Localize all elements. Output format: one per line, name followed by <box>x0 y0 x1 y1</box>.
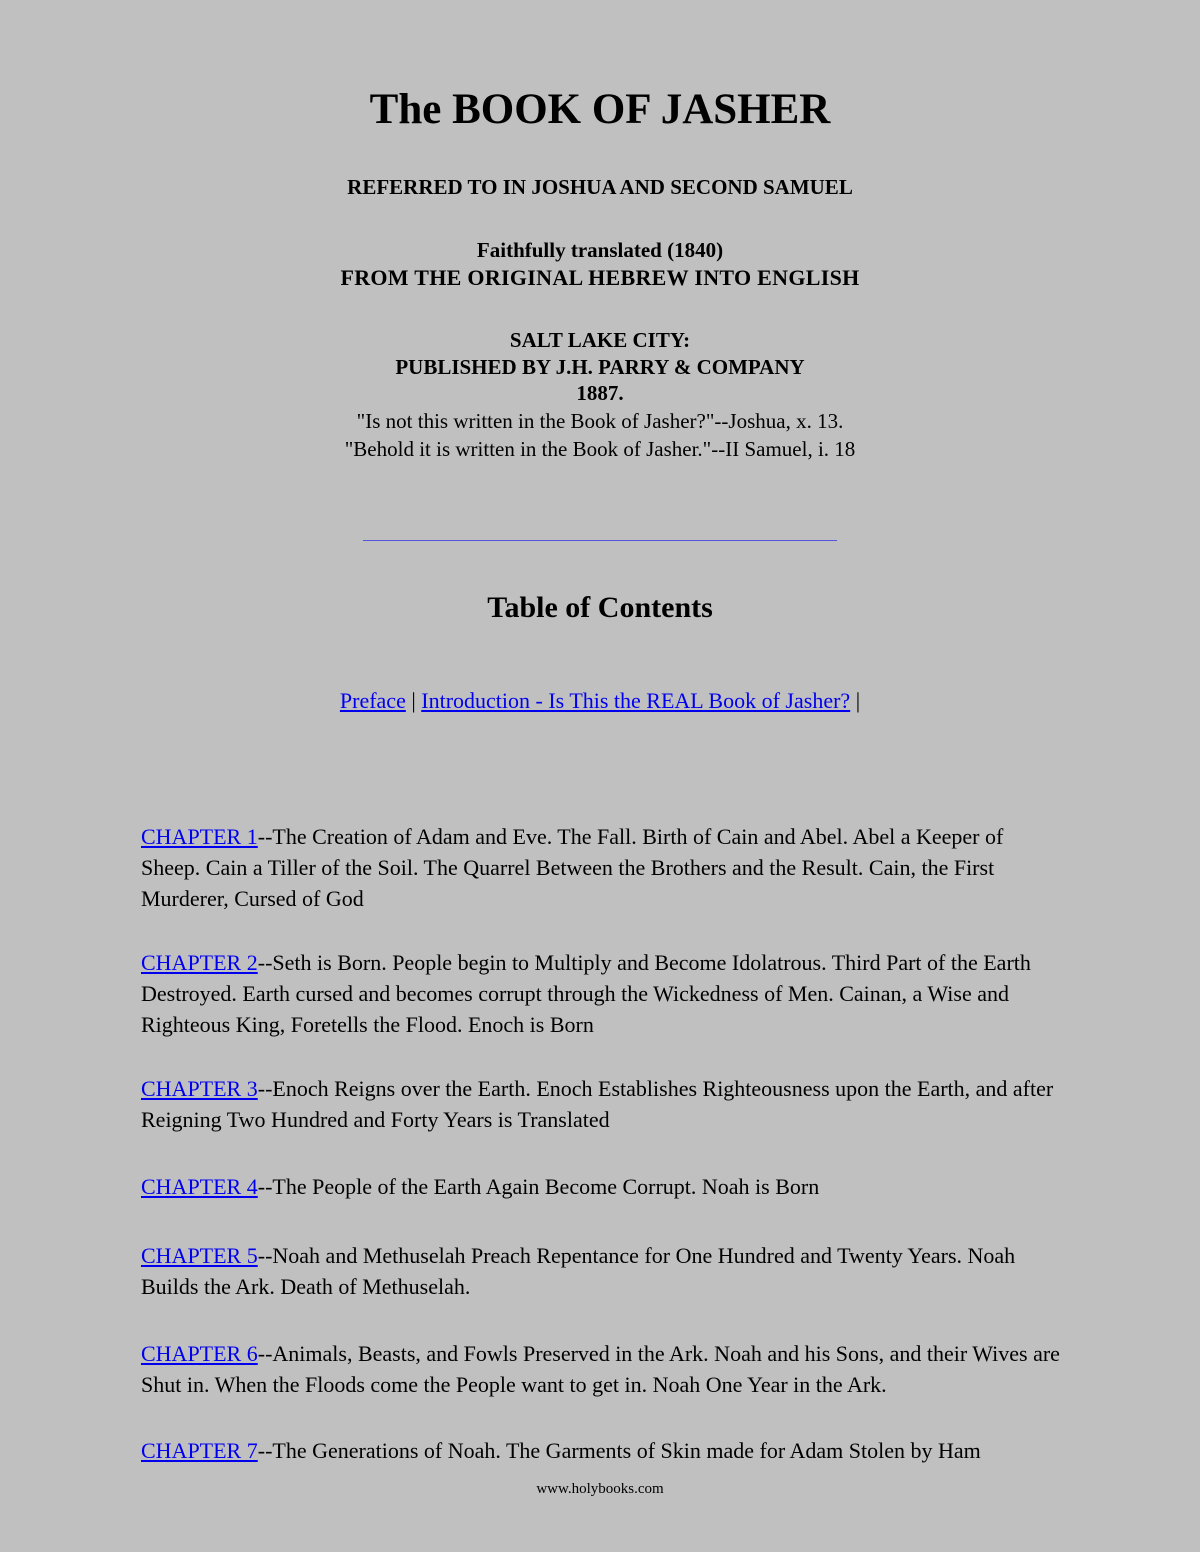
book-title: The BOOK OF JASHER <box>369 86 831 133</box>
chapter-2-description: --Seth is Born. People begin to Multiply and Become Idolatrous. Third Part of the Earth Destroyed. Earth cursed and becomes corrupt through the Wickedness of Men. Cainan, a Wise and Righteous King, Foretells the Flood. Enoch is Born <box>141 950 1031 1037</box>
introduction-link[interactable]: Introduction - Is This the REAL Book of Jasher? <box>421 688 851 713</box>
chapter-entry-5 <box>141 1240 1061 1302</box>
chapter-entry-3 <box>141 1073 1061 1135</box>
link-separator: | <box>411 688 416 713</box>
chapter-entry-7 <box>141 1435 1061 1466</box>
chapter-4-link[interactable]: CHAPTER 4 <box>141 1174 258 1199</box>
chapter-6-description: --Animals, Beasts, and Fowls Preserved in the Ark. Noah and his Sons, and their Wives are Shut in. When the Floods come the People want to get in. Noah One Year in the Ark. <box>141 1341 1060 1397</box>
translation-line-2: FROM THE ORIGINAL HEBREW INTO ENGLISH <box>340 265 860 290</box>
chapter-7-link[interactable]: CHAPTER 7 <box>141 1438 258 1463</box>
horizontal-rule <box>363 540 837 541</box>
chapter-5-description: --Noah and Methuselah Preach Repentance for One Hundred and Twenty Years. Noah Builds the Ark. Death of Methuselah. <box>141 1243 1016 1299</box>
chapter-4-description: --The People of the Earth Again Become Corrupt. Noah is Born <box>257 1174 820 1199</box>
chapter-entry-6 <box>141 1338 1061 1400</box>
chapter-5-link[interactable]: CHAPTER 5 <box>141 1243 258 1268</box>
translation-line-1: Faithfully translated (1840) <box>476 238 724 262</box>
book-subtitle: REFERRED TO IN JOSHUA AND SECOND SAMUEL <box>347 175 853 199</box>
chapter-entry-2 <box>141 947 1061 1040</box>
toc-heading: Table of Contents <box>487 591 713 624</box>
link-separator-trailing: | <box>855 688 861 713</box>
chapter-7-description: --The Generations of Noah. The Garments of Skin made for Adam Stolen by Ham <box>257 1438 981 1463</box>
chapter-3-description: --Enoch Reigns over the Earth. Enoch Establishes Righteousness upon the Earth, and after Reigning Two Hundred and Forty Years is Translated <box>141 1076 1054 1132</box>
publisher-block <box>0 327 1200 464</box>
chapter-entry-1 <box>141 821 1061 914</box>
chapter-3-link[interactable]: CHAPTER 3 <box>141 1076 258 1101</box>
publisher-city: SALT LAKE CITY: <box>509 328 691 352</box>
footer-site: www.holybooks.com <box>536 1481 664 1497</box>
epigraph-quote-1: "Is not this written in the Book of Jasher?"--Joshua, x. 13. <box>356 408 844 433</box>
publisher-name: PUBLISHED BY J.H. PARRY & COMPANY <box>395 354 805 379</box>
translation-note <box>0 236 1200 292</box>
chapter-6-link[interactable]: CHAPTER 6 <box>141 1341 258 1366</box>
epigraph-quote-2: "Behold it is written in the Book of Jasher."--II Samuel, i. 18 <box>344 437 856 461</box>
front-matter-links <box>0 686 1200 716</box>
chapter-1-description: --The Creation of Adam and Eve. The Fall. Birth of Cain and Abel. Abel a Keeper of Sheep. Cain a Tiller of the Soil. The Quarrel Between the Brothers and the Result. Cain, the First Murderer, Cursed of God <box>141 824 1004 911</box>
chapter-2-link[interactable]: CHAPTER 2 <box>141 950 258 975</box>
publisher-year: 1887. <box>576 381 624 405</box>
preface-link[interactable]: Preface <box>339 688 406 713</box>
chapter-1-link[interactable]: CHAPTER 1 <box>141 824 258 849</box>
chapter-entry-4 <box>141 1171 1061 1202</box>
